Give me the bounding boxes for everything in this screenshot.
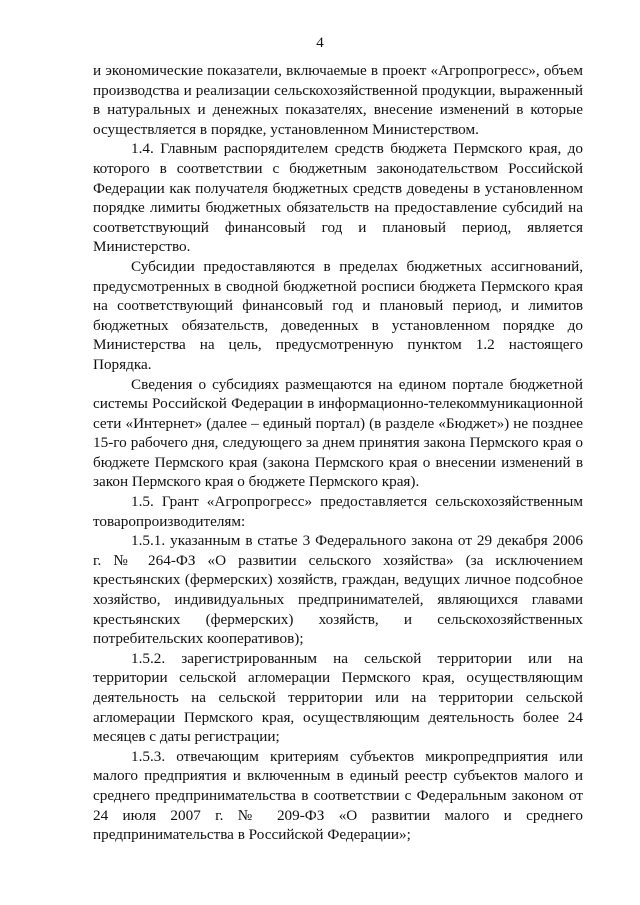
paragraph-1-5-3: 1.5.3. отвечающим критериям субъектов микропредприятия или малого предприятия и включенным в единый реестр субъектов малого и среднего предпринимательства в соответствии с Федеральным законом от 24 июля 2007 г. № 209-ФЗ «О развитии малого и среднего предпринимательства в Российской Федерации»; bbox=[93, 747, 583, 844]
document-body bbox=[93, 61, 583, 845]
paragraph-1-5: 1.5. Грант «Агропрогресс» предоставляется сельскохозяйственным товаропроизводителям: bbox=[93, 493, 583, 530]
paragraph-1-4: 1.4. Главным распорядителем средств бюджета Пермского края, до которого в соответствии с бюджетным законодательством Российской Федерации как получателя бюджетных средств доведены в установленном порядке лимиты бюджетных обязательств на предоставление субсидий на соответствующий финансовый год и плановый период, является Министерство. bbox=[93, 140, 583, 256]
paragraph-continuation: и экономические показатели, включаемые в проект «Агропрогресс», объем производства и реализации сельскохозяйственной продукции, выраженный в натуральных и денежных показателях, внесение изменений в которые осуществляется в порядке, установленном Министерством. bbox=[93, 62, 583, 138]
paragraph-subsidies-portal: Сведения о субсидиях размещаются на едином портале бюджетной системы Российской Федерации в информационно-телекоммуникационной сети «Интернет» (далее – единый портал) (в разделе «Бюджет») не позднее 15-го рабочего дня, следующего за днем принятия закона Пермского края о бюджете Пермского края (закона Пермского края о внесении изменений в закон Пермского края о бюджете Пермского края). bbox=[93, 375, 583, 491]
paragraph-1-5-1: 1.5.1. указанным в статье 3 Федерального закона от 29 декабря 2006 г. № 264-ФЗ «О развитии сельского хозяйства» (за исключением крестьянских (фермерских) хозяйств, граждан, ведущих личное подсобное хозяйство, индивидуальных предпринимателей, являющихся главами крестьянских (фермерских) хозяйств, и сельскохозяйственных потребительских кооперативов); bbox=[93, 532, 583, 648]
page-number: 4 bbox=[316, 35, 324, 51]
paragraph-subsidies-limits: Субсидии предоставляются в пределах бюджетных ассигнований, предусмотренных в сводной бюджетной росписи бюджета Пермского края на соответствующий финансовый год и плановый период, и лимитов бюджетных обязательств, доведенных в установленном порядке до Министерства на цель, предусмотренную пунктом 1.2 настоящего Порядка. bbox=[93, 257, 583, 373]
paragraph-1-5-2: 1.5.2. зарегистрированным на сельской территории или на территории сельской агломерации Пермского края, осуществляющим деятельность на сельской территории или на территории сельской агломерации Пермского края, осуществляющим деятельность более 24 месяцев с даты регистрации; bbox=[93, 649, 583, 746]
